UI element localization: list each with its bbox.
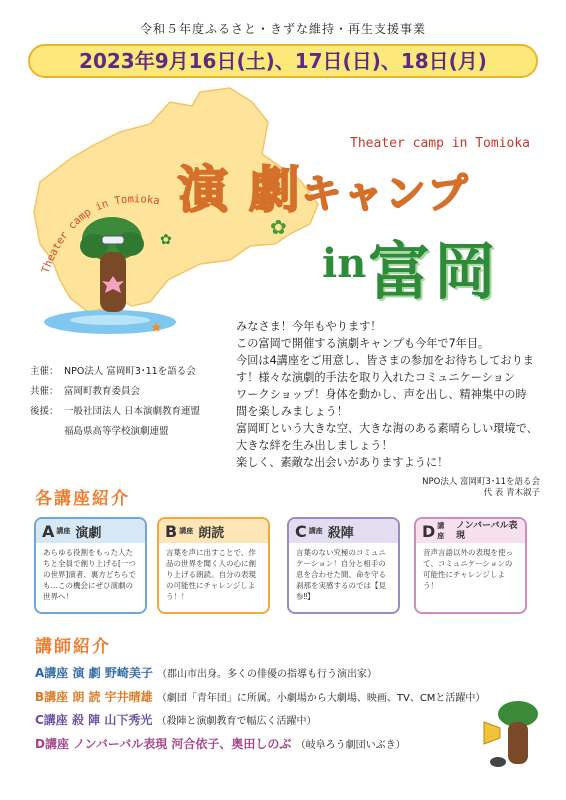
- course-desc: 音声言語以外の表現を使って、コミュニケーションの可能性にチャレンジしよう！: [423, 548, 513, 590]
- supertitle: 令和５年度ふるさと・きずな維持・再生支援事業: [139, 22, 426, 36]
- organizer-value: NPO法人 富岡町3･11を語る会: [64, 366, 196, 377]
- pond-highlight: [70, 315, 150, 325]
- organizer-key: 主催：: [30, 366, 59, 377]
- instructor-label: A講座 演 劇 野崎美子: [35, 666, 153, 680]
- course-small-label: 講座: [437, 522, 445, 540]
- organizer-row: [30, 422, 230, 442]
- course-letter: B: [165, 521, 178, 541]
- instructor-row-d: [35, 735, 406, 752]
- instructor-note: （岐阜ろう劇団いぶき）: [295, 740, 406, 751]
- signature-name: 代 表 青木淑子: [483, 488, 540, 498]
- starfish-icon: ★: [150, 320, 163, 336]
- instructor-note: （郡山市出身。多くの俳優の指導も行う演出家）: [157, 669, 378, 680]
- intro-line: みなさま！今年もやります！: [236, 320, 382, 333]
- flower-icon-small: ✿: [270, 215, 287, 239]
- course-card-header: [289, 519, 398, 543]
- instructors-heading: 講師紹介: [35, 637, 111, 657]
- main-title-kana: キャンプ: [301, 171, 470, 217]
- intro-line: 間を楽しみましょう！: [236, 405, 348, 418]
- course-letter: A: [42, 521, 55, 541]
- instructor-note: （殺陣と演劇教育で幅広く活躍中）: [156, 716, 317, 727]
- english-title: Theater camp in Tomioka: [350, 136, 531, 151]
- course-card-a: [34, 517, 147, 614]
- course-card-header: [416, 519, 525, 543]
- signature-org: NPO法人 富岡町3･11を語る会: [422, 477, 540, 487]
- instructor-label: B講座 朗 読 宇井晴雄: [35, 690, 153, 704]
- intro-line: 大きな絆を生み出しましょう！: [236, 439, 393, 452]
- instructor-row-b: [35, 688, 485, 705]
- organizers: [30, 362, 230, 442]
- course-desc: 言葉のない究極のコミュニケーション！自分と相手の息を合わせた間、命を守る刹那を実感するのでは【見参‼】: [296, 548, 386, 601]
- date-banner: 2023年9月16日(土)、17日(日)、18日(月): [28, 44, 538, 78]
- course-desc: 言葉を声に出すことで、作品の世界を聞く人の心に創り上げる朗読。自分の表現の可能性にチャレンジしよう！！: [166, 548, 256, 601]
- intro-text: [236, 318, 546, 471]
- title-in: in: [322, 240, 367, 287]
- main-title: [178, 150, 469, 222]
- intro-line: この富岡で開催する演劇キャンプも今年で7年目。: [236, 337, 490, 350]
- flower-icon: ✿: [160, 232, 172, 248]
- organizer-value: 一般社団法人 日本演劇教育連盟: [64, 406, 201, 417]
- instructor-label: C講座 殺 陣 山下秀光: [35, 713, 153, 727]
- signature: [380, 477, 540, 499]
- course-small-label: 講座: [179, 527, 194, 535]
- organizer-key: 共催：: [30, 386, 59, 397]
- course-card-header: [36, 519, 145, 543]
- course-letter: D: [422, 521, 436, 541]
- organizer-row: [30, 402, 230, 422]
- instructor-label: D講座 ノンバーバル表現 河合依子、奥田しのぶ: [35, 737, 292, 751]
- organizer-key: [30, 422, 64, 442]
- course-desc: あらゆる役割をもった人たちと全員で創り上げる[一つの世界]演者、裏方どちらでも…この機会にぜひ演劇の世界へ！: [43, 548, 136, 601]
- course-name: 朗読: [198, 525, 225, 541]
- course-name: 殺陣: [327, 525, 354, 541]
- intro-line: 今回は4講座をご用意し、皆さまの参加をお待ちしておりま: [236, 354, 534, 367]
- organizer-key: 後援：: [30, 406, 59, 417]
- courses-heading: 各講座紹介: [35, 489, 130, 509]
- organizer-row: [30, 382, 230, 402]
- map-english-arc: Theater camp in Tomioka: [39, 193, 161, 275]
- course-card-c: [287, 517, 400, 614]
- organizer-value: 富岡町教育委員会: [64, 386, 141, 397]
- intro-line: ワークショップ！身体を動かし、声を出し、精神集中の時: [236, 388, 527, 401]
- intro-line: 楽しく、素敵な出会いがありますように！: [236, 456, 449, 469]
- instructor-row-a: [35, 664, 377, 681]
- main-title-kanji: 演 劇: [178, 161, 302, 219]
- organizer-value: 福島県高等学校演劇連盟: [64, 426, 169, 437]
- course-small-label: 講座: [308, 527, 323, 535]
- course-card-header: [159, 519, 268, 543]
- megaphone-tree-illustration: [478, 700, 548, 770]
- course-card-b: [157, 517, 270, 614]
- organizer-row: [30, 362, 230, 382]
- course-letter: C: [295, 521, 307, 541]
- instructor-row-c: [35, 711, 317, 728]
- intro-line: す！様々な演劇的手法を取り入れたコミュニケーション: [236, 371, 516, 384]
- title-place: 富岡: [368, 235, 501, 308]
- course-card-d: [414, 517, 527, 614]
- course-name: 演劇: [75, 525, 102, 541]
- course-small-label: 講座: [56, 527, 71, 535]
- instructor-note: （劇団「青年団」に所属。小劇場から大劇場、映画、TV、CMと活躍中）: [156, 693, 486, 704]
- intro-line: 富岡町という大きな空、大きな海のある素晴らしい環境で、: [236, 422, 538, 435]
- course-name: ノンバーバル表現: [455, 521, 518, 541]
